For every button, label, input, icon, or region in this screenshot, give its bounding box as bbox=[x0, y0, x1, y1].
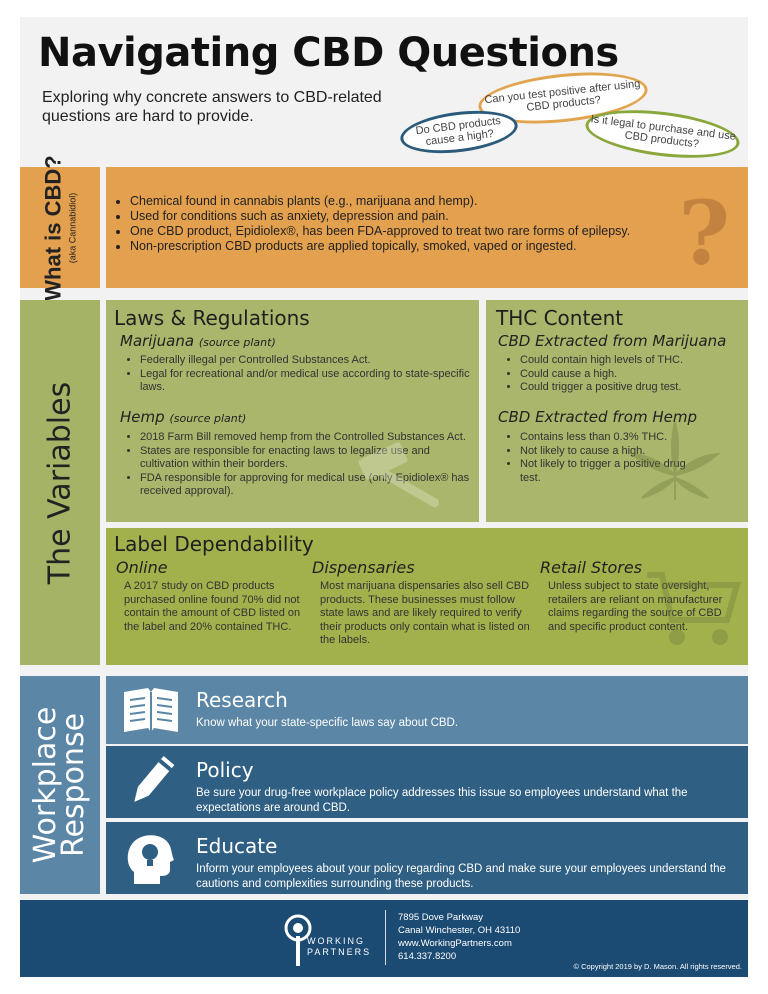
retail-stores-heading: Retail Stores bbox=[540, 558, 642, 577]
list-item: • Not likely to cause a high. bbox=[520, 445, 700, 459]
list-item: • Federally illegal per Controlled Substances Act. bbox=[140, 354, 470, 368]
hemp-extract-heading: CBD Extracted from Hemp bbox=[498, 408, 697, 426]
list-item: • States are responsible for enacting laws to legalize use and cultivation within their borders. bbox=[140, 445, 480, 472]
page-title: Navigating CBD Questions bbox=[38, 30, 619, 76]
workplace-response-label: Workplace Response bbox=[20, 676, 100, 894]
footer bbox=[20, 900, 748, 977]
head-lightbulb-icon bbox=[120, 830, 182, 886]
list-item: • Chemical found in cannabis plants (e.g., marijuana and hemp). bbox=[130, 194, 630, 209]
educate-title: Educate bbox=[196, 834, 278, 858]
list-item: • Not likely to trigger a positive drug test. bbox=[520, 458, 700, 485]
speech-bubble-test-positive: Can you test positive after using CBD products? bbox=[476, 65, 650, 131]
hemp-heading: Hemp (source plant) bbox=[120, 408, 247, 426]
marijuana-laws-list bbox=[128, 354, 470, 395]
phone-number: 614.337.8200 bbox=[398, 951, 457, 962]
marijuana-thc-list bbox=[508, 354, 750, 395]
page-subtitle: Exploring why concrete answers to CBD-related questions are hard to provide. bbox=[42, 89, 382, 125]
shopping-cart-icon bbox=[642, 565, 742, 655]
educate-description: Inform your employees about your policy regarding CBD and make sure your employees understand the cautions and complexities surrounding these products. bbox=[196, 863, 726, 890]
list-item: • Could contain high levels of THC. bbox=[520, 354, 750, 368]
list-item: • Could cause a high. bbox=[520, 368, 750, 382]
footer-divider bbox=[385, 910, 386, 965]
list-item: • One CBD product, Epidiolex®, has been FDA-approved to treat two rare forms of epilepsy. bbox=[130, 224, 630, 239]
policy-description: Be sure your drug-free workplace policy addresses this issue so employees understand what the expectations are around CBD. bbox=[196, 787, 688, 814]
the-variables-label: The Variables bbox=[20, 300, 100, 665]
cannabidiol-note: (aka Cannabidiol) bbox=[67, 192, 78, 263]
what-is-cbd-panel bbox=[106, 167, 748, 288]
list-item: • Legal for recreational and/or medical use according to state-specific laws. bbox=[140, 368, 470, 395]
research-title: Research bbox=[196, 688, 288, 712]
research-description: Know what your state-specific laws say about CBD. bbox=[196, 717, 459, 729]
laws-heading: Laws & Regulations bbox=[114, 306, 310, 330]
dispensaries-text: Most marijuana dispensaries also sell CBD products. These businesses must follow state laws and are likely required to verify their products only contain what is listed on the labels. bbox=[320, 580, 530, 646]
copyright-text: © Copyright 2019 by D. Mason. All rights reserved. bbox=[573, 962, 742, 971]
retail-stores-text: Unless subject to state oversight, retailers are reliant on manufacturer claims regarding the source of CBD and specific product content. bbox=[548, 580, 723, 633]
city-address: Canal Winchester, OH 43110 bbox=[398, 925, 521, 936]
what-is-cbd-heading: What is CBD? bbox=[40, 154, 66, 301]
cbd-facts-list bbox=[116, 194, 630, 254]
policy-row bbox=[106, 746, 748, 818]
cannabis-leaf-icon bbox=[620, 420, 730, 510]
list-item: • Non-prescription CBD products are applied topically, smoked, vaped or ingested. bbox=[130, 239, 630, 254]
list-item: • 2018 Farm Bill removed hemp from the Controlled Substances Act. bbox=[140, 431, 480, 445]
marijuana-heading: Marijuana (source plant) bbox=[120, 332, 276, 350]
list-item: • Contains less than 0.3% THC. bbox=[520, 431, 700, 445]
policy-title: Policy bbox=[196, 758, 254, 782]
list-item: • Used for conditions such as anxiety, depression and pain. bbox=[130, 209, 630, 224]
what-is-cbd-label bbox=[20, 154, 100, 301]
list-item: • Could trigger a positive drug test. bbox=[520, 381, 750, 395]
research-row bbox=[106, 676, 748, 744]
pencil-icon bbox=[120, 754, 182, 810]
contact-address bbox=[398, 911, 520, 963]
gavel-icon bbox=[340, 440, 460, 520]
book-icon bbox=[120, 684, 182, 740]
dispensaries-heading: Dispensaries bbox=[312, 558, 415, 577]
marijuana-extract-heading: CBD Extracted from Marijuana bbox=[498, 332, 727, 350]
question-mark-icon: ? bbox=[678, 181, 730, 285]
logo-text: WORKING PARTNERS bbox=[307, 936, 372, 957]
thc-heading: THC Content bbox=[496, 306, 624, 330]
speech-bubble-high: Do CBD products cause a high? bbox=[398, 105, 520, 159]
online-text: A 2017 study on CBD products purchased online found 70% did not contain the amount of CBD listed on the label and 20% contained THC. bbox=[124, 580, 301, 633]
street-address: 7895 Dove Parkway bbox=[398, 912, 484, 923]
online-heading: Online bbox=[116, 558, 168, 577]
speech-bubble-legal: Is it legal to purchase and use CBD products? bbox=[583, 103, 742, 166]
label-dependability-heading: Label Dependability bbox=[114, 532, 314, 556]
website-link[interactable]: www.WorkingPartners.com bbox=[398, 938, 512, 949]
list-item: • FDA responsible for approving for medical use (only Epidiolex® has received approval). bbox=[140, 472, 480, 499]
educate-row bbox=[106, 822, 748, 894]
